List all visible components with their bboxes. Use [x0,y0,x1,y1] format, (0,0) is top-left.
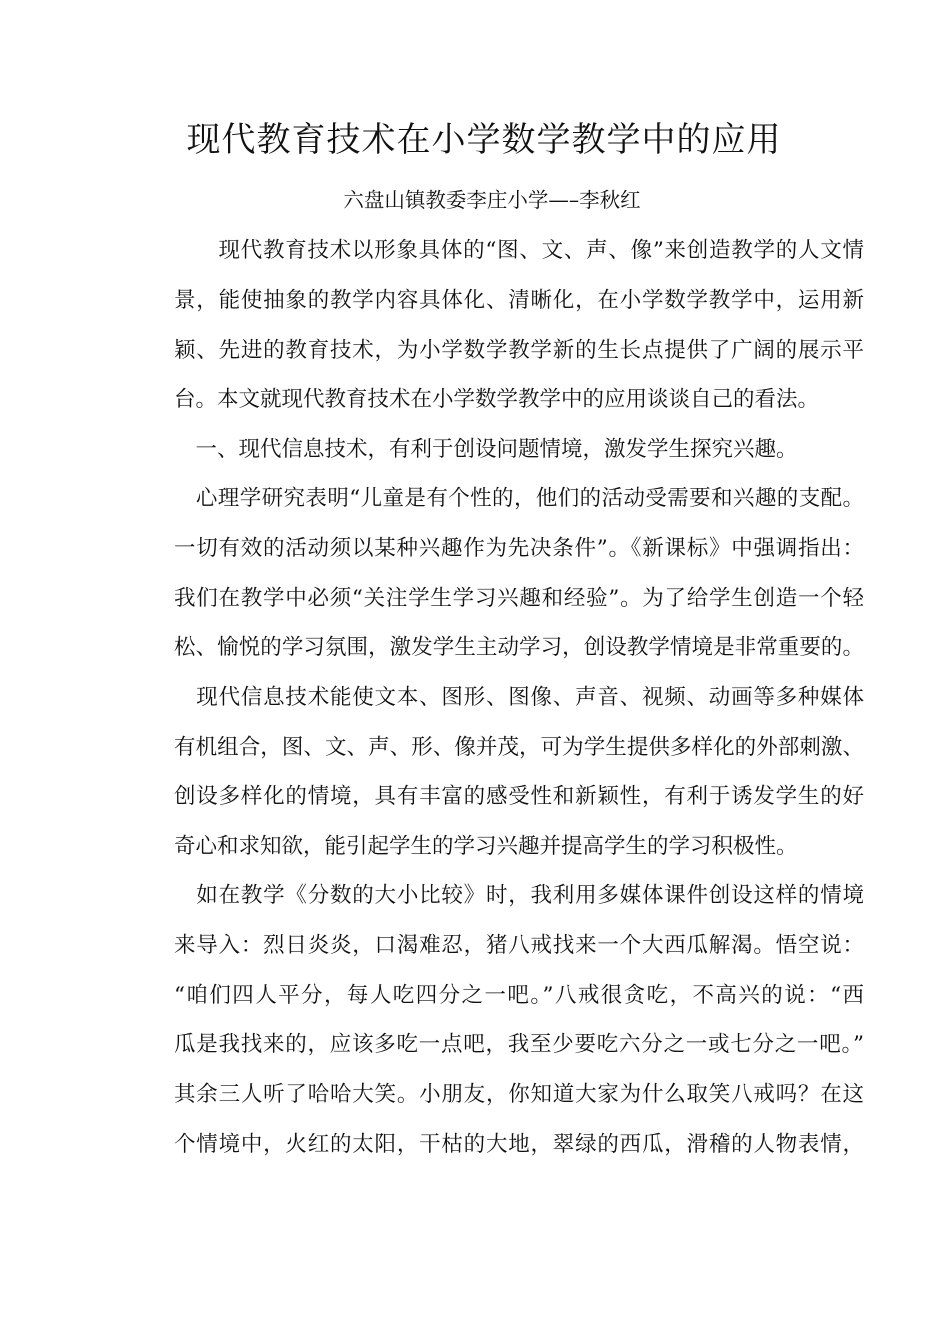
paragraph-line: 现代教育技术以形象具体的“图、文、声、像”来创造教学的人文情 [174,238,864,263]
section-heading: 一、现代信息技术，有利于创设问题情境，激发学生探究兴趣。 [174,437,798,462]
paragraph-line: 台。本文就现代教育技术在小学数学教学中的应用谈谈自己的看法。 [174,387,820,412]
paragraph-line: 其余三人听了哈哈大笑。小朋友，你知道大家为什么取笑八戒吗？在这 [174,1082,864,1107]
paragraph-line: 现代信息技术能使文本、图形、图像、声音、视频、动画等多种媒体 [174,685,864,710]
paragraph-line: “咱们四人平分，每人吃四分之一吧。”八戒很贪吃，不高兴的说：“西 [174,983,864,1008]
paragraph-line: 松、愉悦的学习氛围，激发学生主动学习，创设教学情境是非常重要的。 [174,635,864,660]
paragraph-line: 创设多样化的情境，具有丰富的感受性和新颖性，有利于诱发学生的好 [174,784,864,809]
paragraph-line: 如在教学《分数的大小比较》时，我利用多媒体课件创设这样的情境 [174,883,864,908]
paragraph-line: 颖、先进的教育技术，为小学数学教学新的生长点提供了广阔的展示平 [174,338,864,363]
paragraph-line: 我们在教学中必须“关注学生学习兴趣和经验”。为了给学生创造一个轻 [174,586,864,611]
paragraph-line: 个情境中，火红的太阳，干枯的大地，翠绿的西瓜，滑稽的人物表情， [174,1132,864,1157]
paragraph-line: 奇心和求知欲，能引起学生的学习兴趣并提高学生的学习积极性。 [174,834,798,859]
paragraph-line: 来导入：烈日炎炎，口渴难忍，猪八戒找来一个大西瓜解渴。悟空说： [174,933,864,958]
document-author: 六盘山镇教委李庄小学—–李秋红 [343,188,641,212]
paragraph-line: 一切有效的活动须以某种兴趣作为先决条件”。《新课标》中强调指出： [174,536,864,561]
paragraph-line: 有机组合，图、文、声、形、像并茂，可为学生提供多样化的外部刺激、 [174,735,864,760]
paragraph-line: 心理学研究表明“儿童是有个性的，他们的活动受需要和兴趣的支配。 [174,486,864,511]
paragraph-line: 景，能使抽象的教学内容具体化、清晰化，在小学数学教学中，运用新 [174,288,864,313]
paragraph-line: 瓜是我找来的，应该多吃一点吧，我至少要吃六分之一或七分之一吧。” [174,1032,864,1057]
document-title: 现代教育技术在小学数学教学中的应用 [186,120,782,160]
